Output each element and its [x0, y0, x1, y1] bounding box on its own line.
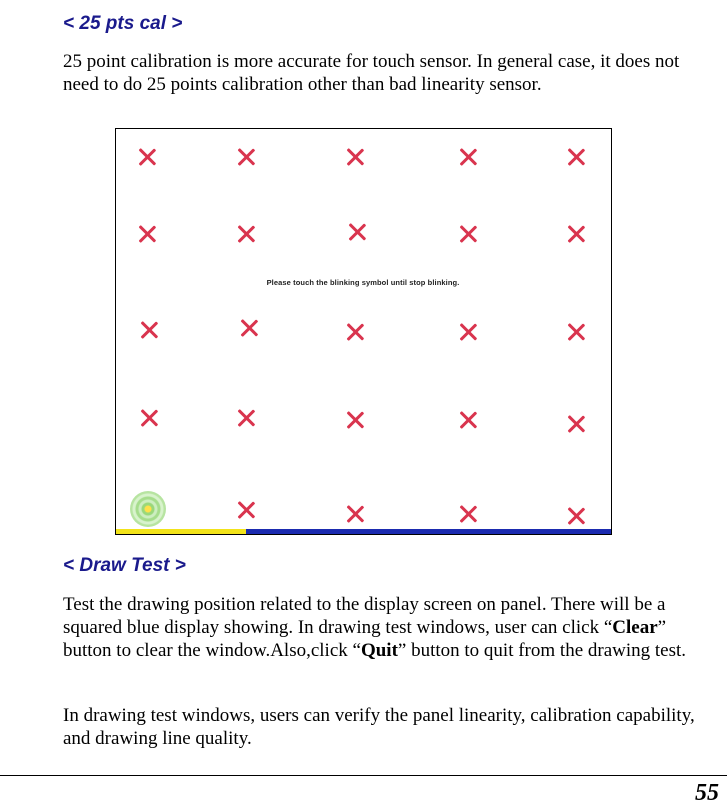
x-mark-icon [459, 148, 477, 166]
section-heading-draw-test: < Draw Test > [63, 555, 186, 576]
x-mark-icon [567, 507, 585, 525]
progress-bar-remaining [246, 529, 611, 534]
x-mark-icon [567, 148, 585, 166]
x-mark-icon [459, 323, 477, 341]
x-mark-icon [237, 409, 255, 427]
x-mark-icon [138, 225, 156, 243]
section-paragraph-25pts: 25 point calibration is more accurate for touch sensor. In general case, it does not need to do 25 points calibration other than bad linearity sensor. [63, 51, 680, 95]
section-heading-25pts: < 25 pts cal > [63, 13, 183, 34]
x-mark-icon [459, 505, 477, 523]
x-mark-icon [567, 415, 585, 433]
calibration-screenshot [115, 128, 612, 535]
x-mark-icon [138, 148, 156, 166]
quit-button-label: Quit [360, 640, 398, 661]
section-paragraph-draw-test-2: In drawing test windows, users can verify the panel linearity, calibration capability, and drawing line quality. [63, 705, 695, 749]
x-mark-icon [567, 225, 585, 243]
x-mark-icon [237, 225, 255, 243]
x-mark-icon [346, 411, 364, 429]
x-mark-icon [140, 321, 158, 339]
x-mark-icon [240, 319, 258, 337]
progress-bar-done [116, 529, 246, 534]
x-mark-icon [346, 148, 364, 166]
calibration-instruction: Please touch the blinking symbol until stop blinking. [266, 278, 460, 287]
section-paragraph-draw-test: Test the drawing position related to the display screen on panel. There will be a squared blue display showing. In drawing test windows, user can click “Clear” button to clear the window.Also,click “Quit” button to quit from the drawing test. [63, 594, 687, 661]
page-number: 55 [695, 780, 719, 806]
x-mark-icon [346, 323, 364, 341]
x-mark-icon [140, 409, 158, 427]
x-mark-icon [348, 223, 366, 241]
footer-divider [0, 775, 727, 776]
x-mark-icon [346, 505, 364, 523]
x-mark-icon [237, 501, 255, 519]
clear-button-label: Clear [612, 617, 658, 638]
x-mark-icon [567, 323, 585, 341]
x-mark-icon [459, 225, 477, 243]
x-mark-icon [237, 148, 255, 166]
x-mark-icon [459, 411, 477, 429]
blinking-target-icon [130, 491, 166, 527]
